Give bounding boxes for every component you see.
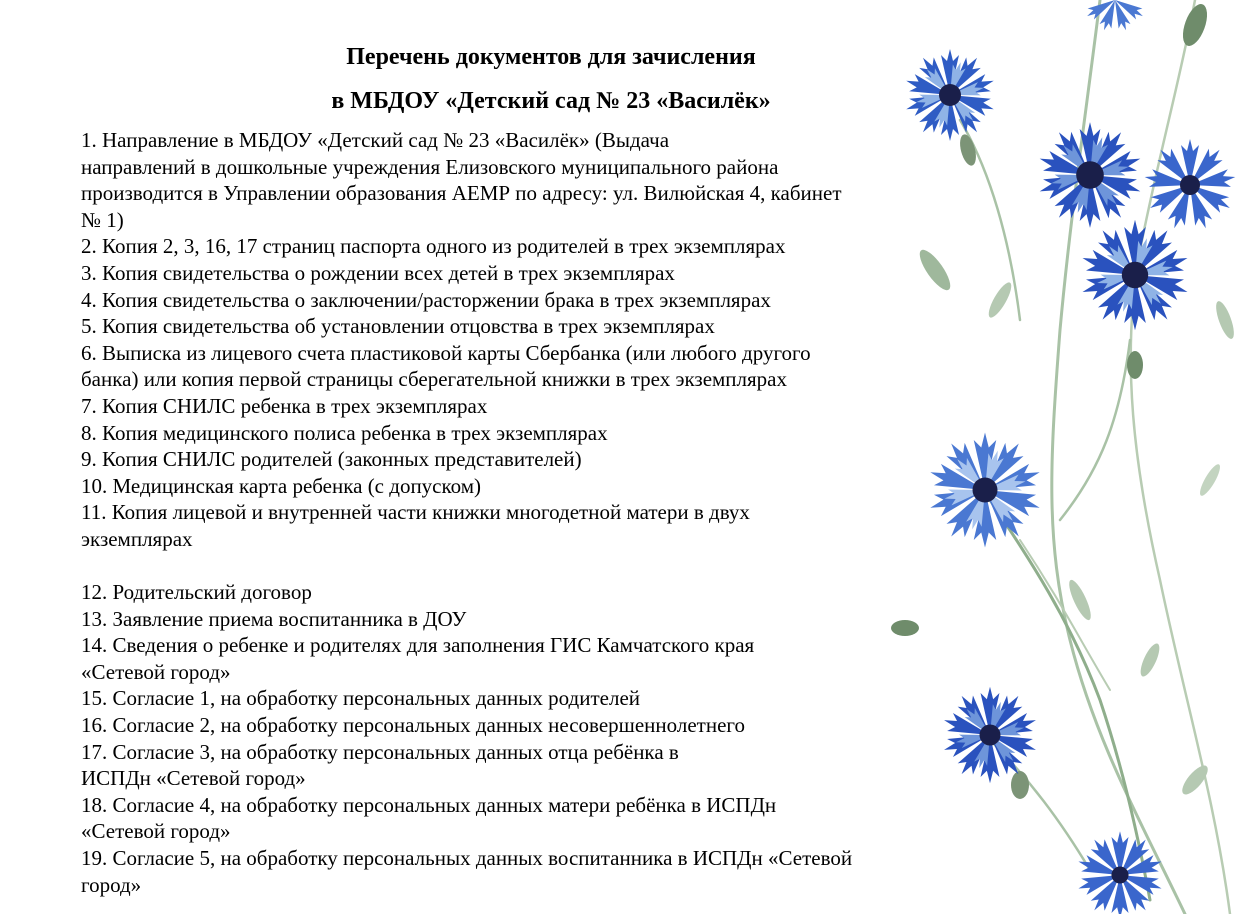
list-item: 7. Копия СНИЛС ребенка в трех экземплярах [81, 393, 488, 418]
list-item: 12. Родительский договор [81, 580, 312, 605]
cornflower-illustration-icon [880, 0, 1240, 914]
list-item: 15. Согласие 1, на обработку персональных данных родителей [81, 686, 641, 711]
list-item: 5. Копия свидетельства об установлении отцовства в трех экземплярах [81, 314, 715, 339]
list-item: 16. Согласие 2, на обработку персональных данных несовершеннолетнего [81, 713, 745, 738]
document-title-line-2: в МБДОУ «Детский сад № 23 «Василёк» [331, 88, 771, 114]
flowers [903, 0, 1236, 914]
list-item: 3. Копия свидетельства о рождении всех детей в трех экземплярах [81, 260, 675, 285]
documents-list [81, 127, 1011, 898]
list-item: 14. Сведения о ребенке и родителях для заполнения ГИС Камчатского края «Сетевой город» [81, 633, 755, 684]
list-item: 18. Согласие 4, на обработку персональных данных матери ребёнка в ИСПДн «Сетевой город» [81, 792, 777, 844]
list-item: 6. Выписка из лицевого счета пластиковой карты Сбербанка (или любого другого банка) или копия первой страницы сберегательной книжки в трех экземплярах [81, 340, 811, 392]
list-item: 19. Согласие 5, на обработку персональных данных воспитанника в ИСПДн «Сетевой город» [81, 846, 853, 897]
list-item: 4. Копия свидетельства о заключении/расторжении брака в трех экземплярах [81, 287, 771, 312]
list-item: 10. Медицинская карта ребенка (с допуском) [81, 473, 482, 498]
list-item: 9. Копия СНИЛС родителей (законных представителей) [81, 447, 582, 472]
list-item: 11. Копия лицевой и внутренней части книжки многодетной матери в двух экземплярах [81, 500, 750, 551]
document-title-line-1: Перечень документов для зачисления [346, 44, 756, 70]
list-item: 2. Копия 2, 3, 16, 17 страниц паспорта одного из родителей в трех экземплярах [81, 234, 786, 259]
list-item: 8. Копия медицинского полиса ребенка в трех экземплярах [81, 420, 608, 445]
list-item: 1. Направление в МБДОУ «Детский сад № 23 «Василёк» (Выдача направлений в дошкольные учреждения Елизовского муниципального района производится в Управлении образования АЕМР по адресу: ул. Вилюйская 4, кабинет № 1) [81, 128, 842, 232]
list-item: 17. Согласие 3, на обработку персональных данных отца ребёнка в ИСПДн «Сетевой город» [81, 739, 679, 791]
list-item: 13. Заявление приема воспитанника в ДОУ [81, 606, 467, 631]
